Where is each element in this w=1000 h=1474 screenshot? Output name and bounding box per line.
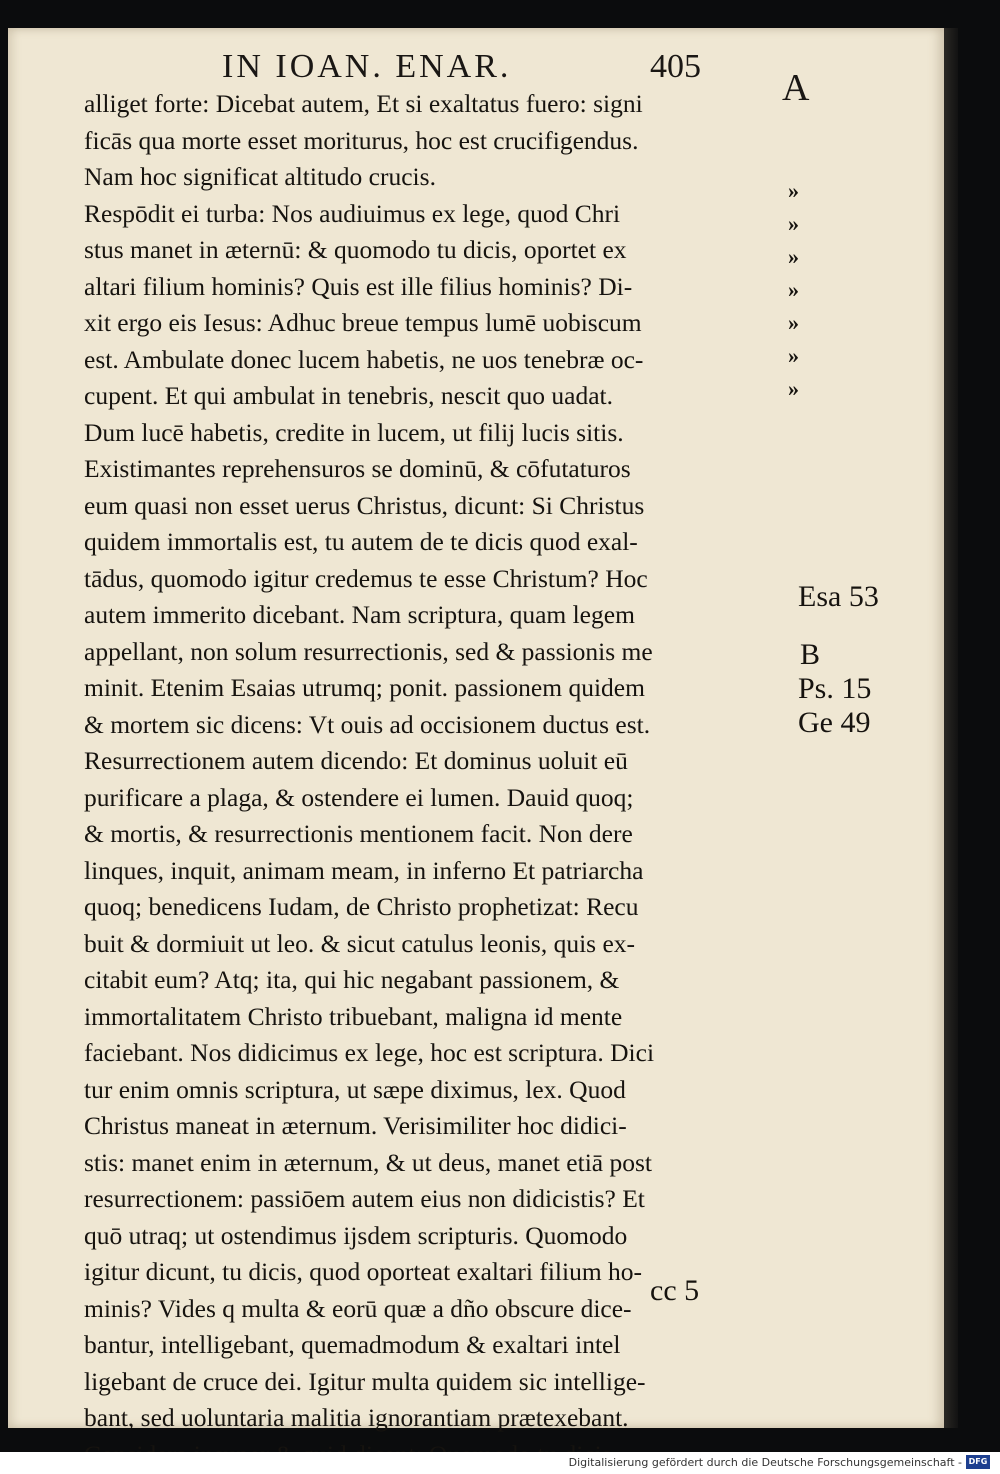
quote-mark: » <box>788 178 799 203</box>
text-line: minit. Etenim Esaias utrumq; ponit. passionem quidem <box>84 673 645 702</box>
funding-notice: Digitalisierung gefördert durch die Deutsche Forschungsgemeinschaft - <box>568 1456 962 1469</box>
text-line: citabit eum? Atq; ita, qui hic negabant passionem, & <box>84 965 620 994</box>
text-line: est. Ambulate donec lucem habetis, ne uos tenebræ oc- <box>84 344 644 374</box>
page-header <box>222 48 762 88</box>
text-line: quō utraq; ut ostendimus ijsdem scripturis. Quomodo <box>84 1220 628 1250</box>
folio-number: 405 <box>650 48 701 85</box>
text-line: ligebant de cruce dei. Igitur multa quidem sic intellige- <box>84 1366 646 1396</box>
text-line: alliget forte: Dicebat autem, Et si exaltatus fuero: signi <box>84 89 643 118</box>
body-text <box>84 86 784 1473</box>
text-line: buit & dormiuit ut leo. & sicut catulus leonis, quis ex- <box>84 928 636 958</box>
quote-mark: » <box>788 277 799 302</box>
text-line: Nam hoc significat altitudo crucis. <box>84 162 436 191</box>
quotation-marks-column <box>788 174 828 405</box>
text-line: & mortem sic dicens: Vt ouis ad occisionem ductus est. <box>84 709 651 739</box>
text-line: ficās qua morte esset moriturus, hoc est crucifigendus. <box>84 125 639 155</box>
text-line: resurrectionem: passiōem autem eius non didicistis? Et <box>84 1184 645 1213</box>
running-title: IN IOAN. ENAR. <box>222 48 512 85</box>
text-line: Resurrectionem autem dicendo: Et dominus uoluit eū <box>84 746 628 775</box>
text-line: immortalitatem Christo tribuebant, maligna id mente <box>84 1001 623 1031</box>
text-line: Christus maneat in æternum. Verisimiliter hoc didici- <box>84 1111 627 1140</box>
margin-note-esaias: Esa 53 <box>798 580 879 613</box>
text-line: appellant, non solum resurrectionis, sed & passionis me <box>84 636 653 666</box>
text-line: cupent. Et qui ambulat in tenebris, nescit quo uadat. <box>84 381 613 410</box>
text-line: bant, sed uoluntaria malitia ignorantiam prætexebant. <box>84 1403 629 1432</box>
text-line: stus manet in æternū: & quomodo tu dicis, oportet ex <box>84 235 627 264</box>
text-line: xit ergo eis Iesus: Adhuc breue tempus lumē uobiscum <box>84 308 642 337</box>
text-line: altari filium hominis? Quis est ille filius hominis? Di- <box>84 271 633 301</box>
margin-note-psalm: Ps. 15 <box>798 672 872 705</box>
quote-mark: » <box>788 211 799 236</box>
text-line: bantur, intelligebant, quemadmodum & exaltari intel <box>84 1330 621 1359</box>
margin-note-section-b: B <box>800 638 821 671</box>
quote-mark: » <box>788 343 799 368</box>
text-line: minis? Vides q multa & eorū quæ a dño obscure dice- <box>84 1293 632 1323</box>
dfg-logo-icon: DFG <box>966 1455 990 1469</box>
page-edge-shadow <box>944 28 958 1428</box>
text-line: igitur dicunt, tu dicis, quod oporteat exaltari filium ho- <box>84 1257 643 1286</box>
text-line: Dum lucē habetis, credite in lucem, ut filij lucis sitis. <box>84 417 624 447</box>
section-letter-a: A <box>782 67 810 109</box>
text-line: tur enim omnis scriptura, ut sæpe diximus, lex. Quod <box>84 1074 626 1104</box>
text-line: faciebant. Nos didicimus ex lege, hoc est scriptura. Dici <box>84 1038 655 1067</box>
text-line: eum quasi non esset uerus Christus, dicunt: Si Christus <box>84 490 645 520</box>
text-line: autem immerito dicebant. Nam scriptura, quam legem <box>84 600 635 629</box>
text-line: stis: manet enim in æternum, & ut deus, manet etiā post <box>84 1147 652 1177</box>
text-line: quoq; benedicens Iudam, de Christo prophetizat: Recu <box>84 892 639 921</box>
text-line: Existimantes reprehensuros se dominū, & cōfutaturos <box>84 454 631 483</box>
text-line: quidem immortalis est, tu autem de te dicis quod exal- <box>84 527 638 556</box>
quote-mark: » <box>788 244 799 269</box>
text-line: linques, inquit, animam meam, in inferno Et patriarcha <box>84 855 644 885</box>
margin-note-genesis: Ge 49 <box>798 706 871 739</box>
text-line: purificare a plaga, & ostendere ei lumen. Dauid quoq; <box>84 782 634 812</box>
signature-mark: cc 5 <box>650 1274 700 1307</box>
text-line: Respōdit ei turba: Nos audiuimus ex lege, quod Chri <box>84 198 621 228</box>
quote-mark: » <box>788 376 799 401</box>
text-line: & mortis, & resurrectionis mentionem facit. Non dere <box>84 819 633 848</box>
quote-mark: » <box>788 310 799 335</box>
text-line: tādus, quomodo igitur credemus te esse Christum? Hoc <box>84 563 648 593</box>
